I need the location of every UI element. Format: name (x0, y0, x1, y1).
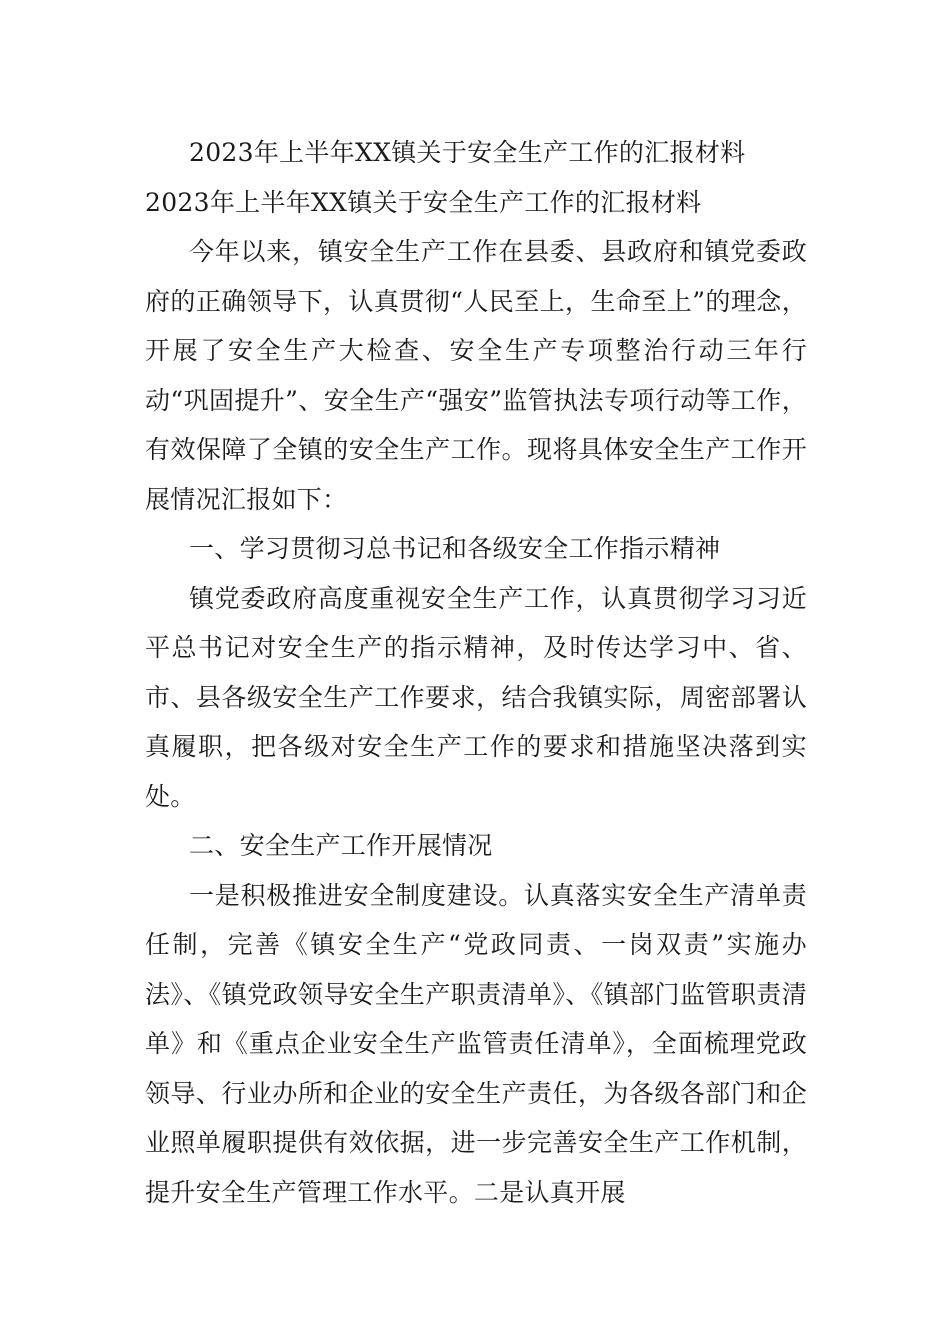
section-1-heading: 一、学习贯彻习总书记和各级安全工作指示精神 (189, 534, 721, 563)
section-1-paragraph: 镇党委政府高度重视安全生产工作，认真贯彻学习习近平总书记对安全生产的指示精神，及时传达学习中、省、市、县各级安全生产工作要求，结合我镇实际，周密部署认真履职，把各级对安全生产工作的要求和措施坚决落到实处。 (145, 583, 807, 811)
document-title-repeat: 2023年上半年XX镇关于安全生产工作的汇报材料 (145, 187, 702, 217)
section-2-paragraph: 一是积极推进安全制度建设。认真落实安全生产清单责任制，完善《镇安全生产“党政同责、一岗双责”实施办法》、《镇党政领导安全生产职责清单》、《镇部门监管职责清单》和《重点企业安全生产监管责任清单》，全面梳理党政领导、行业办所和企业的安全生产责任，为各级各部门和企业照单履职提供有效依据，进一步完善安全生产工作机制，提升安全生产管理工作水平。二是认真开展 (145, 880, 807, 1207)
document-body (145, 128, 807, 1217)
document-title: 2023年上半年XX镇关于安全生产工作的汇报材料 (189, 138, 746, 167)
intro-paragraph: 今年以来，镇安全生产工作在县委、县政府和镇党委政府的正确领导下，认真贯彻“人民至上，生命至上”的理念，开展了安全生产大检查、安全生产专项整治行动三年行动“巩固提升”、安全生产“强安”监管执法专项行动等工作，有效保障了全镇的安全生产工作。现将具体安全生产工作开展情况汇报如下： (145, 237, 807, 514)
section-2-heading: 二、安全生产工作开展情况 (189, 831, 493, 860)
